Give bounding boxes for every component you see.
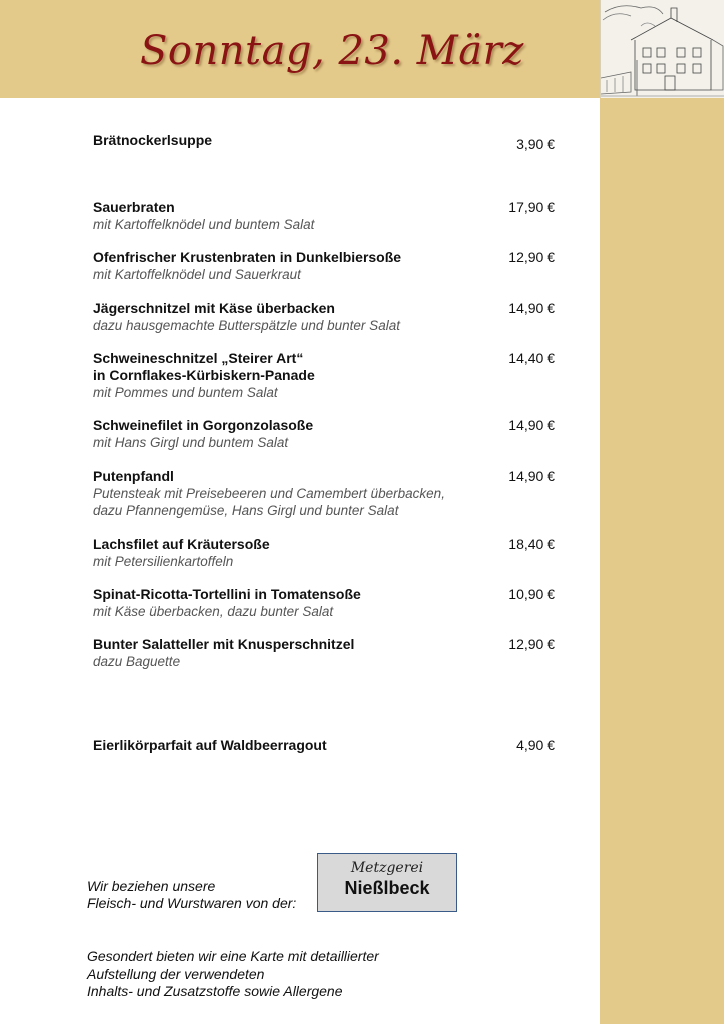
menu-item-price: 18,40 € xyxy=(508,536,555,552)
menu-item xyxy=(93,417,563,451)
menu-item-price: 14,90 € xyxy=(508,300,555,316)
menu-item xyxy=(93,636,563,670)
menu-item-price: 14,40 € xyxy=(508,350,555,366)
menu-item-price: 3,90 € xyxy=(516,136,555,152)
menu-item-name: Spinat-Ricotta-Tortellini in Tomatensoße xyxy=(93,586,361,602)
menu-item-price: 10,90 € xyxy=(508,586,555,602)
menu-item-name: Putenpfandl xyxy=(93,468,174,484)
menu-item xyxy=(93,468,563,519)
inn-sketch-icon xyxy=(600,0,724,98)
menu-item-description: mit Kartoffelknödel und buntem Salat xyxy=(93,217,315,232)
menu-item-name: Ofenfrischer Krustenbraten in Dunkelbiersoße xyxy=(93,249,402,265)
page-title: Sonntag, 23. März xyxy=(140,28,524,74)
supplier-note-line: Fleisch- und Wurstwaren von der: xyxy=(87,895,297,911)
menu-item-description: mit Käse überbacken, dazu bunter Salat xyxy=(93,604,334,619)
menu-item xyxy=(93,586,563,620)
supplier-note-line: Wir beziehen unsere xyxy=(87,878,216,894)
menu-item-description: mit Kartoffelknödel und Sauerkraut xyxy=(93,267,301,282)
menu-item-description: dazu hausgemachte Butterspätzle und bunter Salat xyxy=(93,318,400,333)
menu-item-name: Eierlikörparfait auf Waldbeerragout xyxy=(93,737,327,753)
menu-item-name: Lachsfilet auf Kräutersoße xyxy=(93,536,270,552)
menu-item-name: Sauerbraten xyxy=(93,199,175,215)
menu-item xyxy=(93,350,563,401)
allergen-note-line: Inhalts- und Zusatzstoffe sowie Allergene xyxy=(87,983,343,999)
butcher-subtitle: Metzgerei xyxy=(350,860,424,876)
allergen-note xyxy=(87,948,379,1001)
menu-item-name: Schweinefilet in Gorgonzolasoße xyxy=(93,417,314,433)
butcher-name: Nießlbeck xyxy=(344,878,430,898)
menu-item-price: 12,90 € xyxy=(508,249,555,265)
menu-item xyxy=(93,199,563,233)
allergen-note-line: Gesondert bieten wir eine Karte mit detaillierter xyxy=(87,948,379,964)
menu-item-price: 14,90 € xyxy=(508,417,555,433)
menu-item xyxy=(93,249,563,283)
menu-item-description: Putensteak mit Preisebeeren und Camembert überbacken, xyxy=(93,486,445,501)
menu-item-name-line2: in Cornflakes-Kürbiskern-Panade xyxy=(93,367,315,383)
menu-item-name: Brätnockerlsuppe xyxy=(93,132,213,148)
menu-item-price: 17,90 € xyxy=(508,199,555,215)
menu-item-name: Schweineschnitzel „Steirer Art“ xyxy=(93,350,304,366)
butcher-logo-box xyxy=(317,853,457,912)
menu-item-description: mit Hans Girgl und buntem Salat xyxy=(93,435,289,450)
menu-item-description: dazu Baguette xyxy=(93,654,181,669)
menu-item-description-line2: dazu Pfannengemüse, Hans Girgl und bunter Salat xyxy=(93,503,399,518)
side-band xyxy=(600,98,724,1024)
menu-item xyxy=(93,737,563,754)
menu-item-name: Jägerschnitzel mit Käse überbacken xyxy=(93,300,335,316)
menu-item-price: 4,90 € xyxy=(516,737,555,753)
menu-item-description: mit Petersilienkartoffeln xyxy=(93,554,234,569)
menu-item xyxy=(93,300,563,334)
menu-item-description: mit Pommes und buntem Salat xyxy=(93,385,278,400)
allergen-note-line: Aufstellung der verwendeten xyxy=(87,965,265,982)
menu-item xyxy=(93,132,563,152)
menu-item xyxy=(93,536,563,570)
menu-item-price: 12,90 € xyxy=(508,636,555,652)
menu-item-name: Bunter Salatteller mit Knusperschnitzel xyxy=(93,636,355,652)
menu-item-price: 14,90 € xyxy=(508,468,555,484)
supplier-note xyxy=(87,878,296,912)
